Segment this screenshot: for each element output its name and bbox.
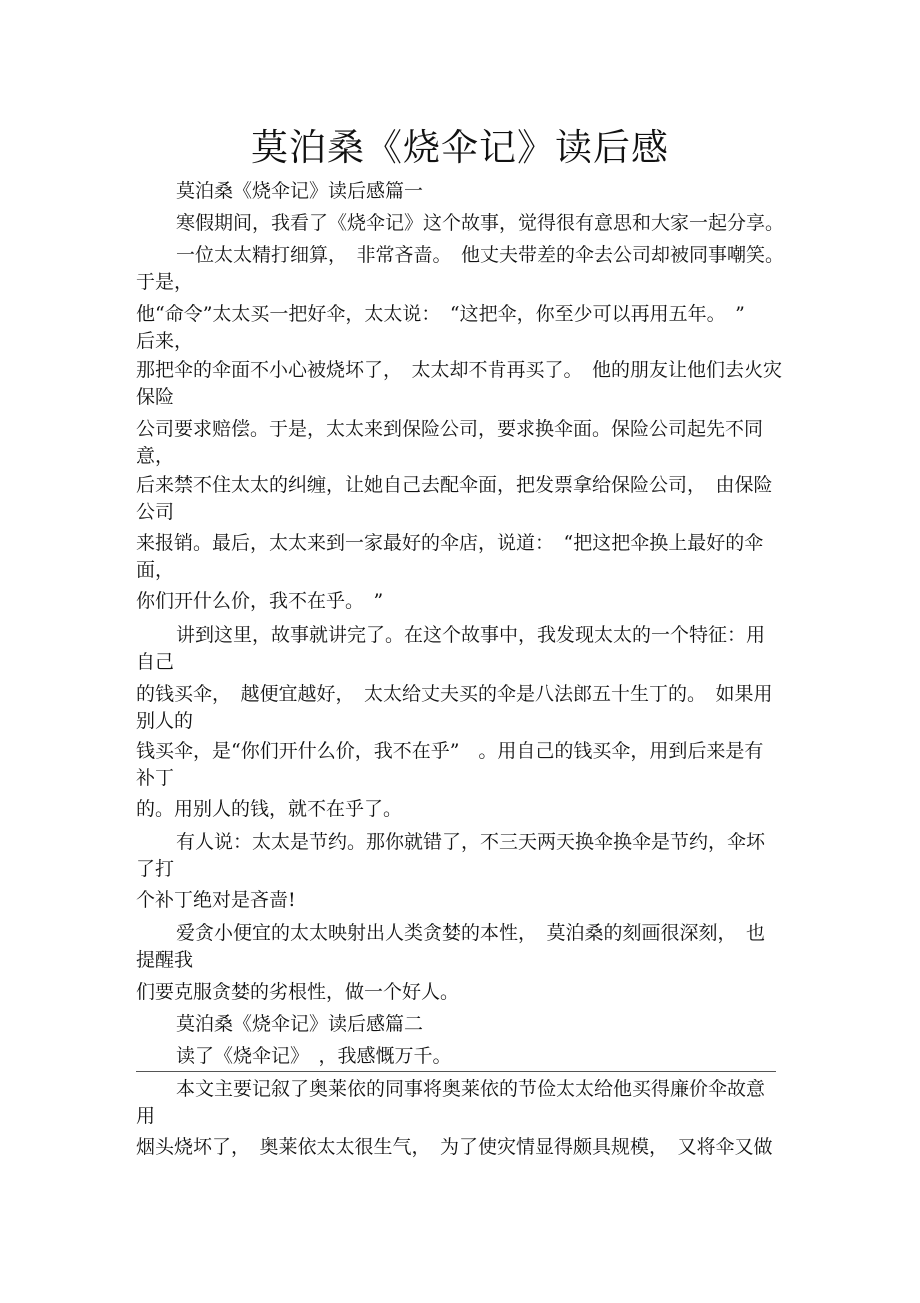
paragraph-line: 公司要求赔偿。于是，太太来到保险公司，要求换伞面。保险公司起先不同 <box>136 418 764 440</box>
paragraph-line: 个补丁绝对是吝啬! <box>136 889 296 911</box>
paragraph-line: 于是， <box>136 271 194 293</box>
paragraph-line: 你们开什么价，我不在乎。 ” <box>136 590 384 612</box>
paragraph-line: 他“命令”太太买一把好伞，太太说： “这把伞，你至少可以再用五年。 ” <box>136 303 745 325</box>
paragraph-line: 的钱买伞， 越便宜越好， 太太给丈夫买的伞是八法郎五十生丁的。 如果用 <box>136 683 773 705</box>
paragraph-line: 一位太太精打细算， 非常吝啬。 他丈夫带差的伞去公司却被同事嘲笑。 <box>176 244 785 266</box>
paragraph-line: 们要克服贪婪的劣根性，做一个好人。 <box>136 981 460 1003</box>
paragraph-line: 爱贪小便宜的太太映射出人类贪婪的本性， 莫泊桑的刻画很深刻， 也 <box>176 922 766 944</box>
paragraph-line: 保险 <box>136 386 175 408</box>
paragraph-line: 后来， <box>136 330 194 352</box>
paragraph-line: 别人的 <box>136 710 194 732</box>
paragraph-line: 烟头烧坏了， 奥莱依太太很生气， 为了使灾情显得颇具规模， 又将伞又做 <box>136 1136 773 1158</box>
paragraph-line: 来报销。最后，太太来到一家最好的伞店，说道： “把这把伞换上最好的伞 <box>136 532 764 554</box>
paragraph-line: 本文主要记叙了奥莱依的同事将奥莱依的节俭太太给他买得廉价伞故意 <box>176 1078 766 1100</box>
paragraph-line: 那把伞的伞面不小心被烧坏了， 太太却不肯再买了。 他的朋友让他们去火灾 <box>136 359 783 381</box>
horizontal-divider <box>136 1071 776 1072</box>
paragraph-line: 了打 <box>136 858 175 880</box>
document-title: 莫泊桑《烧伞记》读后感 <box>251 126 669 169</box>
paragraph-line: 读了《烧伞记》 ，我感慨万千。 <box>176 1045 452 1067</box>
paragraph-line: 讲到这里，故事就讲完了。在这个故事中，我发现太太的一个特征：用 <box>176 624 766 646</box>
paragraph-line: 有人说：太太是节约。那你就错了，不三天两天换伞换伞是节约，伞坏 <box>176 831 766 853</box>
paragraph-line: 自己 <box>136 651 175 673</box>
paragraph-line: 补丁 <box>136 767 175 789</box>
paragraph-line: 意， <box>136 445 175 467</box>
paragraph-line: 寒假期间，我看了《烧伞记》这个故事，觉得很有意思和大家一起分享。 <box>176 212 785 234</box>
section-heading: 莫泊桑《烧伞记》读后感篇二 <box>176 1013 424 1035</box>
paragraph-line: 后来禁不住太太的纠缠，让她自己去配伞面，把发票拿给保险公司， 由保险 <box>136 474 773 496</box>
paragraph-line: 用 <box>136 1105 156 1127</box>
paragraph-line: 的。用别人的钱，就不在乎了。 <box>136 798 403 820</box>
paragraph-line: 提醒我 <box>136 949 194 971</box>
paragraph-line: 公司 <box>136 501 175 523</box>
paragraph-line: 钱买伞，是“你们开什么价，我不在乎” 。用自己的钱买伞，用到后来是有 <box>136 740 764 762</box>
section-heading: 莫泊桑《烧伞记》读后感篇一 <box>176 180 424 202</box>
paragraph-line: 面， <box>136 559 175 581</box>
